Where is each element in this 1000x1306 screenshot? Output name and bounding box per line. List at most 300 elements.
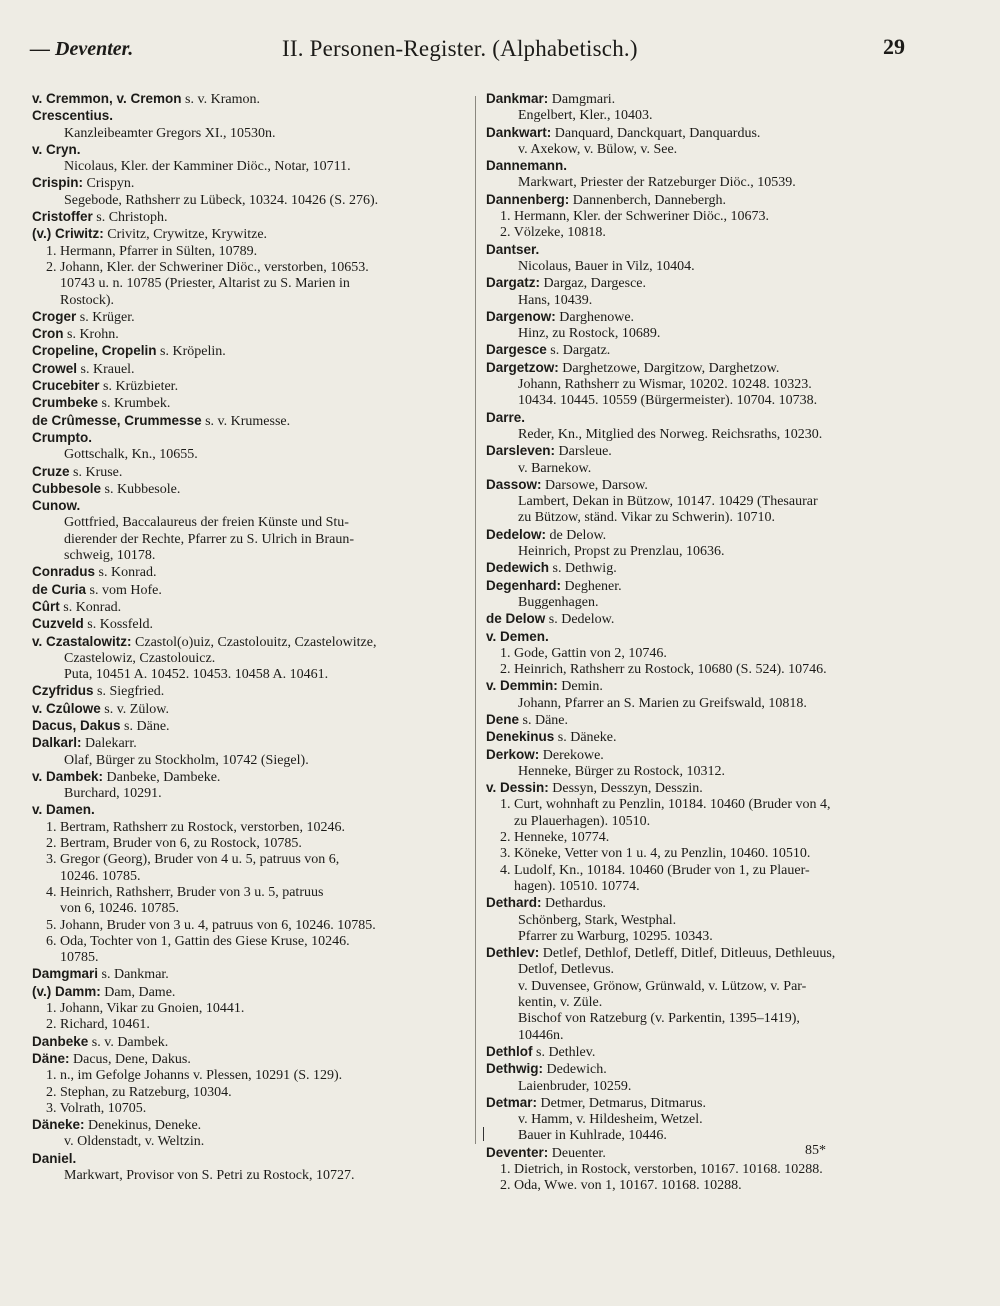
entry-text: Gottschalk, Kn., 10655. (64, 447, 198, 463)
entry-headline (32, 361, 464, 378)
entry-text: Lambert, Dekan in Bützow, 10147. 10429 (Thesaurar (518, 494, 818, 510)
entry-line (486, 1028, 926, 1044)
entry-headline (486, 342, 926, 359)
entry-text: Johann, Rathsherr zu Wismar, 10202. 10248. 10323. (518, 377, 812, 393)
running-head-left: — Deventer. (30, 38, 134, 60)
entry-text: Olaf, Bürger zu Stockholm, 10742 (Siegel). (64, 752, 309, 768)
entry-line (486, 175, 926, 191)
entry-text: s. Christoph. (92, 210, 168, 226)
entry-line (486, 427, 926, 443)
headword: Croger (32, 308, 77, 324)
register-entry (32, 634, 464, 684)
headword: de Delow (486, 611, 546, 627)
entry-headline (486, 527, 926, 544)
headword: Crucebiter (32, 378, 100, 394)
register-entry (486, 1095, 926, 1145)
headword: Cubbesole (32, 480, 102, 496)
headword: Cûrt (32, 598, 60, 614)
entry-headline (486, 309, 926, 326)
headword: Crispin: (32, 175, 84, 191)
headword: Czyfridus (32, 683, 94, 699)
entry-headline (486, 192, 926, 209)
entry-headline (32, 735, 464, 752)
entry-text: Kanzleibeamter Gregors XI., 10530n. (64, 125, 276, 141)
entry-line (32, 193, 464, 209)
entry-headline (32, 616, 464, 633)
headword: Dene (486, 711, 520, 727)
entry-headline (486, 747, 926, 764)
column-divider (475, 96, 476, 1144)
register-entry (486, 895, 926, 945)
entry-text: s. v. Krumesse. (201, 413, 291, 429)
entry-line (486, 393, 926, 409)
entry-text: 10434. 10445. 10559 (Bürgermeister). 10704. 10738. (518, 393, 818, 409)
entry-text: v. Axekow, v. Bülow, v. See. (518, 141, 678, 157)
entry-line (486, 929, 926, 945)
headword: Daniel. (32, 1150, 77, 1166)
entry-text: Darghetzowe, Dargitzow, Darghetzow. (558, 360, 780, 376)
entry-headline (32, 718, 464, 735)
entry-text: 1. Curt, wohnhaft zu Penzlin, 10184. 10460 (Bruder von 4, (500, 797, 831, 813)
entry-line (32, 159, 464, 175)
entry-line (32, 869, 464, 885)
entry-line (486, 326, 926, 342)
entry-line (486, 461, 926, 477)
entry-text: 5. Johann, Bruder von 3 u. 4, patruus von 6, 10246. 10785. (46, 917, 376, 933)
register-entry (486, 527, 926, 561)
entry-text: Markwart, Priester der Ratzeburger Diöc., 10539. (518, 175, 796, 191)
entry-text: s. Krüzbieter. (99, 379, 179, 395)
entry-text: Dacus, Dene, Dakus. (69, 1051, 191, 1067)
headword: Däneke: (32, 1117, 85, 1133)
register-entry (32, 984, 464, 1034)
entry-line (486, 979, 926, 995)
entry-text: de Delow. (546, 527, 607, 543)
entry-headline (32, 430, 464, 447)
register-entry (32, 91, 464, 108)
entry-text: 1. Dietrich, in Rostock, verstorben, 10167. 10168. 10288. (500, 1162, 823, 1177)
headword: Dargenow: (486, 308, 556, 324)
entry-text: Dethardus. (541, 896, 607, 912)
entry-line (32, 651, 464, 667)
entry-headline (32, 701, 464, 718)
entry-text: s. Kossfeld. (83, 617, 153, 633)
entry-line (486, 259, 926, 275)
headword: Degenhard: (486, 577, 562, 593)
entry-text: s. Dargatz. (546, 343, 611, 359)
entry-text: Detlef, Dethlof, Detleff, Ditlef, Ditleuus, Dethleuus, (539, 946, 836, 962)
entry-headline (32, 599, 464, 616)
headword: Cron (32, 326, 64, 342)
headword: Detmar: (486, 1094, 538, 1110)
entry-text: Reder, Kn., Mitglied des Norweg. Reichsraths, 10230. (518, 426, 823, 442)
entry-text: Deghener. (561, 578, 622, 594)
headword: v. Demmin: (486, 678, 558, 694)
entry-headline (32, 1151, 464, 1168)
entry-text: Danquard, Danckquart, Danquardus. (551, 125, 761, 141)
entry-line (32, 820, 464, 836)
entry-headline (32, 1117, 464, 1134)
entry-text: s. Krauel. (77, 361, 135, 377)
headword: Dedewich (486, 560, 550, 576)
entry-text: v. Barnekow. (518, 460, 592, 476)
entry-line (486, 544, 926, 560)
headword: Dargetzow: (486, 359, 559, 375)
register-entry (32, 966, 464, 983)
entry-text: Czastelowiz, Czastolouicz. (64, 650, 216, 666)
headword: (v.) Damm: (32, 983, 101, 999)
entry-text: 10246. 10785. (60, 868, 141, 884)
entry-line (32, 244, 464, 260)
entry-line (486, 1079, 926, 1095)
register-entry (32, 361, 464, 378)
entry-headline (32, 802, 464, 819)
headword: v. Demen. (486, 628, 549, 644)
entry-text: 2. Heinrich, Rathsherr zu Rostock, 10680 (S. 524). 10746. (500, 662, 827, 678)
entry-line (32, 667, 464, 683)
entry-text: kentin, v. Züle. (518, 995, 603, 1011)
headword: Darsleven: (486, 443, 556, 459)
headword: Dethwig: (486, 1061, 543, 1077)
entry-text: s. Konrad. (95, 565, 157, 581)
register-entry (32, 309, 464, 326)
entry-text: s. Konrad. (59, 599, 122, 615)
entry-line (32, 1017, 464, 1033)
register-entry (32, 1117, 464, 1151)
entry-headline (32, 378, 464, 395)
page-number: 29 (883, 34, 905, 59)
left-column (32, 91, 464, 1184)
register-entry (32, 108, 464, 142)
entry-headline (32, 1034, 464, 1051)
entry-text: Demin. (557, 679, 603, 695)
entry-text: 2. Bertram, Bruder von 6, zu Rostock, 10785. (46, 836, 302, 852)
entry-headline (486, 125, 926, 142)
entry-headline (32, 984, 464, 1001)
entry-text: Rostock). (60, 292, 115, 308)
headword: de Crûmesse, Crummesse (32, 412, 202, 428)
headword: v. Dessin: (486, 780, 549, 796)
entry-line (32, 293, 464, 309)
entry-line (486, 863, 926, 879)
register-entry (486, 780, 926, 895)
entry-text: Damgmari. (548, 92, 616, 107)
entry-headline (486, 1061, 926, 1078)
entry-headline (32, 142, 464, 159)
register-entry (486, 747, 926, 781)
entry-text: Buggenhagen. (518, 594, 599, 610)
right-column (486, 91, 926, 1195)
entry-text: s. v. Zülow. (100, 701, 169, 717)
entry-text: Heinrich, Propst zu Prenzlau, 10636. (518, 544, 725, 560)
entry-text: v. Duvensee, Grönow, Grünwald, v. Lützow, v. Par- (518, 978, 807, 994)
entry-text: 2. Johann, Kler. der Schweriner Diöc., verstorben, 10653. (46, 259, 369, 275)
entry-headline (32, 395, 464, 412)
headword: Dankwart: (486, 124, 552, 140)
headword: Dargesce (486, 342, 547, 358)
headword: v. Cremmon, v. Cremon (32, 91, 182, 106)
headword: Conradus (32, 564, 96, 580)
register-entry (32, 599, 464, 616)
register-entry (32, 343, 464, 360)
entry-headline (32, 226, 464, 243)
headword: v. Czûlowe (32, 700, 101, 716)
entry-line (32, 1001, 464, 1017)
entry-line (32, 934, 464, 950)
entry-text: 4. Ludolf, Kn., 10184. 10460 (Bruder von 1, zu Plauer- (500, 862, 810, 878)
entry-line (32, 901, 464, 917)
entry-line (486, 764, 926, 780)
headword: Cruze (32, 463, 70, 479)
register-entry (486, 729, 926, 746)
entry-headline (486, 578, 926, 595)
register-entry (32, 175, 464, 209)
entry-headline (32, 582, 464, 599)
entry-text: Segebode, Rathsherr zu Lübeck, 10324. 10426 (S. 276). (64, 192, 379, 208)
entry-line (486, 995, 926, 1011)
entry-text: 2. Henneke, 10774. (500, 830, 610, 846)
register-entry (486, 158, 926, 192)
entry-line (32, 276, 464, 292)
register-entry (32, 582, 464, 599)
register-entry (32, 735, 464, 769)
entry-text: Darsowe, Darsow. (541, 477, 648, 493)
register-entry (486, 91, 926, 125)
entry-line (486, 696, 926, 712)
entry-text: 10446n. (518, 1027, 564, 1043)
entry-text: Detmer, Detmarus, Ditmarus. (537, 1095, 706, 1111)
entry-text: s. Däneke. (554, 730, 617, 746)
entry-text: dierender der Rechte, Pfarrer zu S. Ulrich in Braun- (64, 531, 354, 547)
register-entry (486, 342, 926, 359)
entry-text: 1. Gode, Gattin von 2, 10746. (500, 645, 667, 661)
entry-text: s. Däne. (120, 718, 170, 734)
register-entry (32, 683, 464, 700)
entry-text: 6. Oda, Tochter von 1, Gattin des Giese Kruse, 10246. (46, 933, 350, 949)
entry-text: Hinz, zu Rostock, 10689. (518, 326, 661, 342)
entry-line (486, 1178, 926, 1194)
entry-headline (486, 611, 926, 628)
entry-line (32, 852, 464, 868)
entry-text: s. Dedelow. (545, 612, 615, 628)
entry-line (32, 1168, 464, 1184)
entry-line (486, 1128, 926, 1144)
register-entry (486, 712, 926, 729)
entry-text: Burchard, 10291. (64, 786, 162, 802)
register-entry (486, 443, 926, 477)
entry-headline (32, 481, 464, 498)
register-entry (486, 1145, 926, 1195)
entry-text: 3. Volrath, 10705. (46, 1100, 147, 1116)
entry-text: Nicolaus, Kler. der Kamminer Diöc., Notar, 10711. (64, 159, 351, 175)
entry-text: Darsleue. (555, 444, 612, 460)
entry-text: 2. Richard, 10461. (46, 1017, 150, 1033)
entry-line (486, 293, 926, 309)
register-entry (486, 578, 926, 612)
entry-headline (486, 1095, 926, 1112)
entry-headline (486, 443, 926, 460)
headword: Derkow: (486, 746, 540, 762)
entry-text: Danbeke, Dambeke. (103, 769, 221, 785)
register-entry (32, 226, 464, 308)
entry-headline (32, 564, 464, 581)
entry-line (486, 797, 926, 813)
running-head-title: II. Personen-Register. (Alphabetisch.) (282, 36, 638, 61)
entry-text: Laienbruder, 10259. (518, 1078, 632, 1094)
entry-text: 1. n., im Gefolge Johanns v. Plessen, 10291 (S. 129). (46, 1068, 343, 1084)
entry-text: 1. Hermann, Kler. der Schweriner Diöc., 10673. (500, 209, 770, 225)
entry-headline (32, 966, 464, 983)
entry-text: Hans, 10439. (518, 292, 593, 308)
entry-text: Dannenberch, Dannebergh. (569, 192, 727, 208)
entry-headline (486, 477, 926, 494)
entry-text: s. Krohn. (63, 327, 119, 343)
entry-headline (486, 1044, 926, 1061)
entry-text: Crivitz, Crywitze, Krywitze. (103, 227, 268, 243)
entry-headline (32, 413, 464, 430)
headword: Crumbeke (32, 395, 99, 411)
entry-text: 3. Gregor (Georg), Bruder von 4 u. 5, patruus von 6, (46, 852, 340, 868)
entry-text: Puta, 10451 A. 10452. 10453. 10458 A. 10461. (64, 667, 329, 683)
register-entry (32, 413, 464, 430)
register-entry (486, 629, 926, 679)
entry-text: v. Oldenstadt, v. Weltzin. (64, 1134, 205, 1150)
entry-text: Crispyn. (83, 176, 135, 192)
headword: Deventer: (486, 1144, 549, 1160)
entry-headline (486, 1145, 926, 1162)
entry-text: 1. Hermann, Pfarrer in Sülten, 10789. (46, 243, 258, 259)
entry-line (32, 447, 464, 463)
headword: Damgmari (32, 966, 99, 982)
entry-headline (486, 729, 926, 746)
register-entry (32, 378, 464, 395)
entry-line (486, 377, 926, 393)
column-divider-end-mark (483, 1127, 484, 1141)
entry-text: s. Krumbek. (98, 396, 171, 412)
headword: Däne: (32, 1050, 70, 1066)
entry-headline (486, 629, 926, 646)
entry-text: Markwart, Provisor von S. Petri zu Rostock, 10727. (64, 1168, 355, 1183)
entry-line (32, 1085, 464, 1101)
headword: Dethard: (486, 895, 542, 911)
entry-text: s. Dethwig. (549, 561, 617, 577)
headword: Dassow: (486, 476, 542, 492)
entry-line (486, 913, 926, 929)
entry-line (32, 885, 464, 901)
entry-text: Engelbert, Kler., 10403. (518, 108, 653, 124)
headword: Dalkarl: (32, 735, 82, 751)
entry-text: v. Hamm, v. Hildesheim, Wetzel. (518, 1112, 703, 1128)
headword: Dedelow: (486, 526, 547, 542)
entry-text: Dedewich. (543, 1062, 607, 1078)
entry-text: s. v. Kramon. (181, 92, 260, 107)
register-entry (32, 1151, 464, 1185)
headword: v. Damen. (32, 802, 95, 818)
entry-line (32, 515, 464, 531)
register-entry (32, 1034, 464, 1051)
entry-text: s. Krüger. (76, 309, 135, 325)
entry-text: 1. Johann, Vikar zu Gnoien, 10441. (46, 1001, 245, 1017)
entry-line (486, 142, 926, 158)
register-entry (32, 209, 464, 226)
headword: Crescentius. (32, 108, 114, 124)
register-entry (32, 430, 464, 464)
entry-text: s. Dankmar. (98, 967, 169, 983)
entry-line (486, 1011, 926, 1027)
headword: (v.) Criwitz: (32, 226, 104, 242)
entry-line (486, 662, 926, 678)
entry-text: Dam, Dame. (100, 984, 176, 1000)
entry-text: s. Kruse. (69, 464, 123, 480)
entry-text: Bauer in Kuhlrade, 10446. (518, 1128, 667, 1144)
headword: Darre. (486, 409, 526, 425)
headword: Cunow. (32, 498, 81, 514)
headword: Dargatz: (486, 275, 541, 291)
entry-text: 2. Oda, Wwe. von 1, 10167. 10168. 10288. (500, 1178, 742, 1194)
headword: Dannenberg: (486, 191, 570, 207)
register-entry (486, 125, 926, 159)
entry-headline (32, 769, 464, 786)
register-entry (32, 718, 464, 735)
register-entry (486, 1061, 926, 1095)
headword: Dantser. (486, 241, 540, 257)
entry-line (486, 1162, 926, 1178)
entry-headline (32, 1051, 464, 1068)
register-entry (486, 309, 926, 343)
entry-headline (32, 108, 464, 125)
register-entry (32, 701, 464, 718)
entry-text: zu Bützow, ständ. Vikar zu Schwerin). 10710. (518, 510, 775, 526)
headword: Cropeline, Cropelin (32, 343, 157, 359)
entry-line (486, 225, 926, 241)
register-entry (32, 481, 464, 498)
entry-line (486, 494, 926, 510)
entry-text: Darghenowe. (555, 309, 635, 325)
entry-text: Dalekarr. (81, 736, 137, 752)
entry-text: 3. Köneke, Vetter von 1 u. 4, zu Penzlin, 10460. 10510. (500, 846, 811, 862)
entry-text: 4. Heinrich, Rathsherr, Bruder von 3 u. 5, patruus (46, 884, 324, 900)
headword: Crumpto. (32, 429, 92, 445)
entry-text: Derekowe. (539, 747, 604, 763)
entry-headline (486, 242, 926, 259)
entry-line (32, 1134, 464, 1150)
entry-line (486, 209, 926, 225)
headword: v. Czastalowitz: (32, 633, 132, 649)
entry-text: Bischof von Ratzeburg (v. Parkentin, 1395–1419), (518, 1011, 800, 1027)
entry-text: Johann, Pfarrer an S. Marien zu Greifswald, 10818. (518, 695, 807, 711)
entry-line (32, 260, 464, 276)
headword: Cuzveld (32, 616, 84, 632)
entry-line (486, 846, 926, 862)
entry-text: Dessyn, Desszyn, Desszin. (548, 781, 703, 797)
register-entry (486, 192, 926, 242)
entry-text: Detlof, Detlevus. (518, 962, 615, 978)
entry-text: 2. Völzeke, 10818. (500, 225, 606, 241)
register-entry (32, 142, 464, 176)
entry-line (32, 548, 464, 564)
headword: Dethlev: (486, 945, 540, 961)
entry-text: Pfarrer zu Warburg, 10295. 10343. (518, 928, 713, 944)
headword: Crowel (32, 360, 78, 376)
entry-headline (486, 678, 926, 695)
entry-line (32, 126, 464, 142)
register-entry (32, 616, 464, 633)
entry-headline (32, 498, 464, 515)
entry-text: 2. Stephan, zu Ratzeburg, 10304. (46, 1084, 232, 1100)
entry-line (32, 918, 464, 934)
entry-text: s. vom Hofe. (86, 582, 162, 598)
entry-headline (32, 464, 464, 481)
